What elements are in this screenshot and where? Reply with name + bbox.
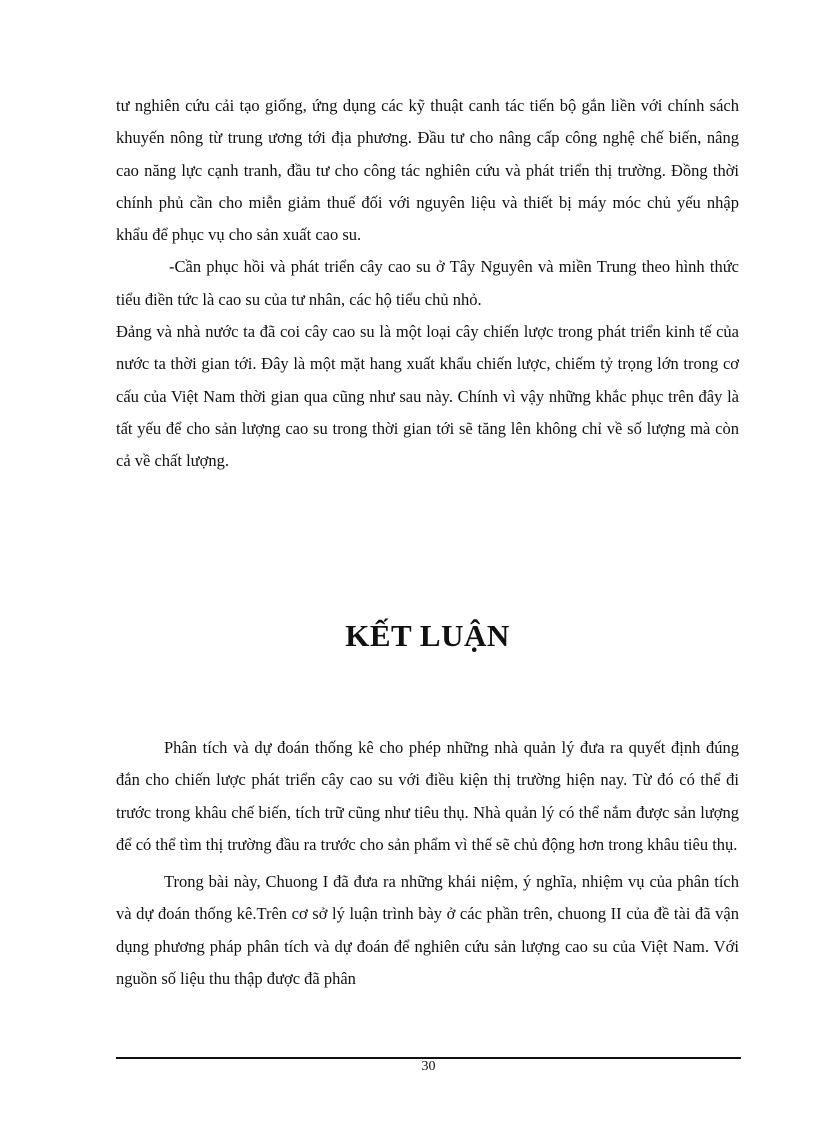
conclusion-paragraph: Trong bài này, Chuong I đã đưa ra những khái niệm, ý nghĩa, nhiệm vụ của phân tích và dự đoán thống kê.Trên cơ sở lý luận trình bày ở các phần trên, chuong II của đề tài đã vận dụng phương pháp phân tích và dự đoán để nghiên cứu sản lượng cao su của Việt Nam. Với nguồn số liệu thu thập được đã phân: [116, 872, 739, 989]
body-section: [116, 90, 739, 478]
conclusion-paragraph: Phân tích và dự đoán thống kê cho phép những nhà quản lý đưa ra quyết định đúng đắn cho chiến lược phát triển cây cao su với điều kiện thị trường hiện nay. Từ đó có thể đi trước trong khâu chế biến, tích trữ cũng như tiêu thụ. Nhà quản lý có thể nắm được sản lượng để có thể tìm thị trường đầu ra trước cho sản phẩm vì thế sẽ chủ động hơn trong khâu tiêu thụ.: [116, 738, 739, 854]
conclusion-section: [116, 732, 739, 995]
body-paragraph: -Cần phục hồi và phát triển cây cao su ở Tây Nguyên và miền Trung theo hình thức tiểu điền tức là cao su của tư nhân, các hộ tiểu chủ nhỏ.: [116, 257, 739, 309]
page-number: 30: [421, 1059, 436, 1074]
body-paragraph: Đảng và nhà nước ta đã coi cây cao su là một loại cây chiến lược trong phát triển kinh tế của nước ta thời gian tới. Đây là một mặt hang xuất khẩu chiến lược, chiếm tỷ trọng lớn trong cơ cấu của Việt Nam thời gian qua cũng như sau này. Chính vì vậy những khắc phục trên đây là tất yếu để cho sản lượng cao su trong thời gian tới sẽ tăng lên không chỉ về số lượng mà còn cả về chất lượng.: [116, 322, 739, 471]
conclusion-heading: KẾT LUẬN: [345, 618, 510, 653]
body-paragraph: tư nghiên cứu cải tạo giống, ứng dụng các kỹ thuật canh tác tiến bộ gắn liền với chính sách khuyến nông từ trung ương tới địa phương. Đầu tư cho nâng cấp công nghệ chế biến, nâng cao năng lực cạnh tranh, đầu tư cho công tác nghiên cứu và phát triển thị trường. Đồng thời chính phủ cần cho miễn giảm thuế đối với nguyên liệu và thiết bị máy móc chủ yếu nhập khẩu để phục vụ cho sản xuất cao su.: [116, 96, 739, 245]
